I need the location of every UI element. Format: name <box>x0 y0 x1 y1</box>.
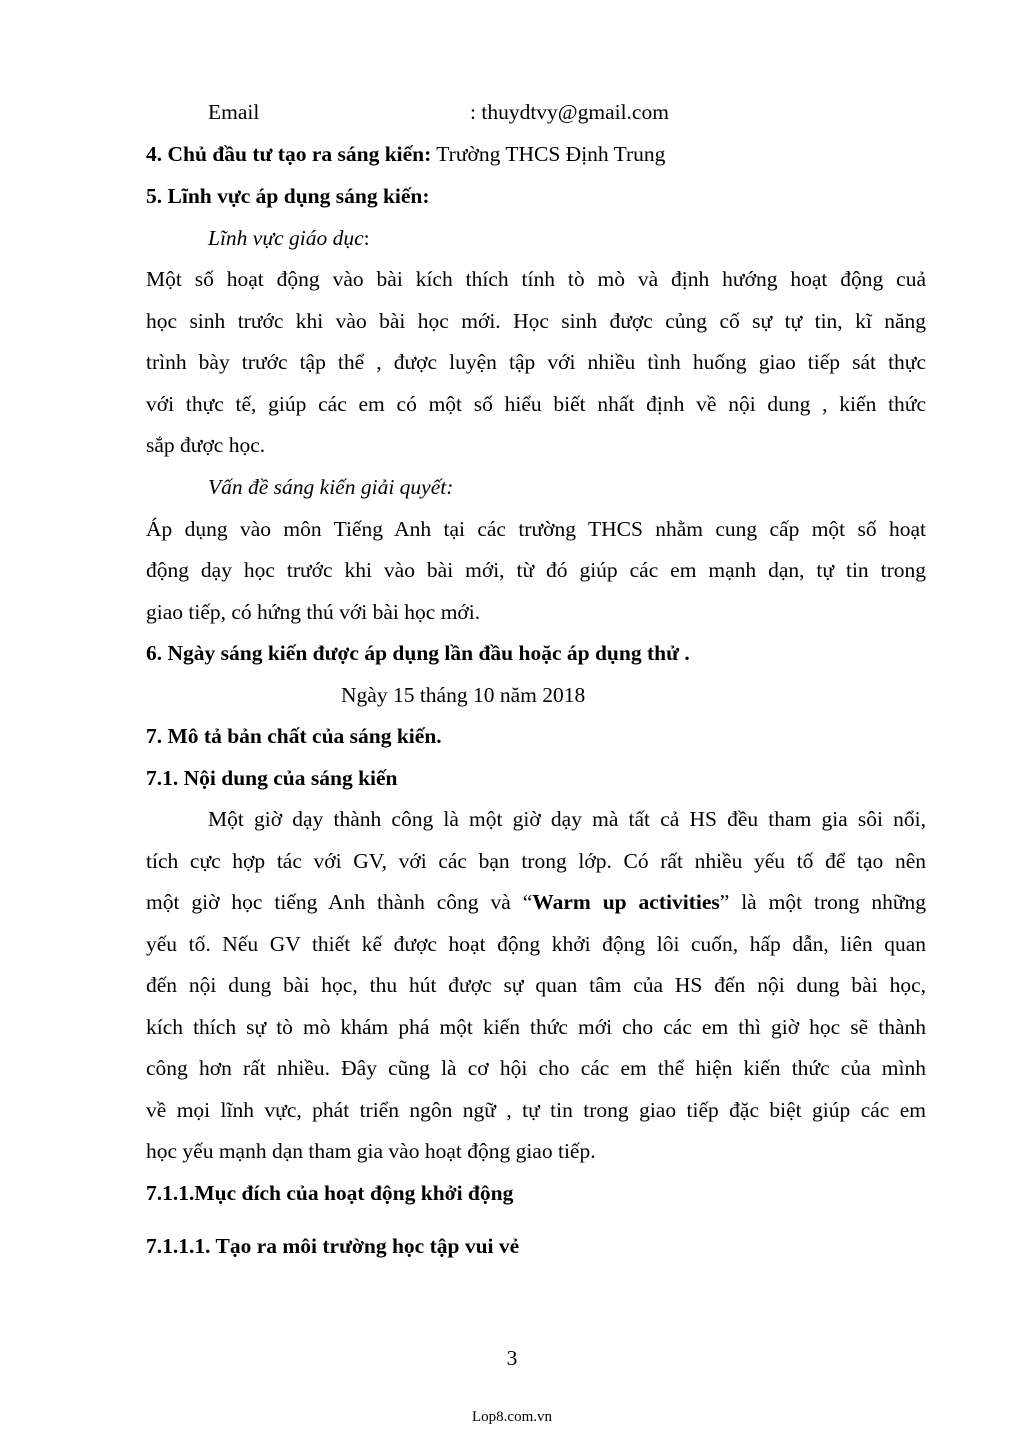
section-7-1-para-line: kích thích sự tò mò khám phá một kiến thức mới cho các em thì giờ học sẽ thành <box>146 1015 926 1039</box>
line3-pre: một giờ học tiếng Anh thành công và “ <box>146 890 533 914</box>
section-5-para1-line: trình bày trước tập thể , được luyện tập với nhiều tình huống giao tiếp sát thực <box>146 350 926 374</box>
section-5-sub1-colon: : <box>363 226 370 250</box>
section-7-1-para-line: học yếu mạnh dạn tham gia vào hoạt động giao tiếp. <box>146 1139 596 1163</box>
section-5-para2-line: Áp dụng vào môn Tiếng Anh tại các trường THCS nhằm cung cấp một số hoạt <box>146 517 926 541</box>
section-7-1-1-1-heading: 7.1.1.1. Tạo ra môi trường học tập vui vẻ <box>146 1234 520 1258</box>
section-4 <box>146 139 926 169</box>
section-7-1-para-line: tích cực hợp tác với GV, với các bạn trong lớp. Có rất nhiều yếu tố để tạo nên <box>146 849 926 873</box>
section-5-sub1 <box>208 223 908 253</box>
footer-watermark: Lop8.com.vn <box>472 1409 552 1425</box>
section-5-para2-line: động dạy học trước khi vào bài mới, từ đó giúp các em mạnh dạn, tự tin trong <box>146 558 926 582</box>
section-7-1-para-line: về mọi lĩnh vực, phát triển ngôn ngữ , tự tin trong giao tiếp đặc biệt giúp các em <box>146 1098 926 1122</box>
section-7-heading: 7. Mô tả bản chất của sáng kiến. <box>146 724 442 748</box>
section-7-1-para-line-3 <box>146 887 926 917</box>
section-7-1-para-line: yếu tố. Nếu GV thiết kế được hoạt động khởi động lôi cuốn, hấp dẫn, liên quan <box>146 932 926 956</box>
section-7-1-1-heading: 7.1.1.Mục đích của hoạt động khởi động <box>146 1181 514 1205</box>
line3-post: ” là một trong những <box>719 890 926 914</box>
section-7-1-para-line: công hơn rất nhiều. Đây cũng là cơ hội cho các em thể hiện kiến thức của mình <box>146 1056 926 1080</box>
section-7-1-para-line: Một giờ dạy thành công là một giờ dạy mà tất cả HS đều tham gia sôi nổi, <box>208 807 926 831</box>
section-5-para2-line: giao tiếp, có hứng thú với bài học mới. <box>146 600 481 624</box>
section-5-para1-line: với thực tế, giúp các em có một số hiểu biết nhất định về nội dung , kiến thức <box>146 392 926 416</box>
section-5-heading: 5. Lĩnh vực áp dụng sáng kiến: <box>146 184 430 208</box>
section-5-para1-line: học sinh trước khi vào bài học mới. Học sinh được củng cố sự tự tin, kĩ năng <box>146 309 926 333</box>
section-4-text: Trường THCS Định Trung <box>431 142 666 166</box>
section-6-heading: 6. Ngày sáng kiến được áp dụng lần đầu hoặc áp dụng thử . <box>146 641 690 665</box>
section-5-para1-line: sắp được học. <box>146 433 266 457</box>
email-label: Email <box>208 100 260 124</box>
section-7-1-heading: 7.1. Nội dung của sáng kiến <box>146 766 398 790</box>
page-number: 3 <box>506 1346 518 1370</box>
warm-up-activities-term: Warm up activities <box>532 890 720 914</box>
section-4-heading: 4. Chủ đầu tư tạo ra sáng kiến: <box>146 142 432 166</box>
section-5-sub2: Vấn đề sáng kiến giải quyết: <box>208 475 454 499</box>
section-5-para1-line: Một số hoạt động vào bài kích thích tính tò mò và định hướng hoạt động cuả <box>146 267 926 291</box>
section-5-sub1-text: Lĩnh vực giáo dục <box>208 226 364 250</box>
email-value: : thuydtvy@gmail.com <box>470 100 669 124</box>
section-6-date: Ngày 15 tháng 10 năm 2018 <box>341 683 586 707</box>
section-7-1-para-line: đến nội dung bài học, thu hút được sự quan tâm của HS đến nội dung bài học, <box>146 973 926 997</box>
